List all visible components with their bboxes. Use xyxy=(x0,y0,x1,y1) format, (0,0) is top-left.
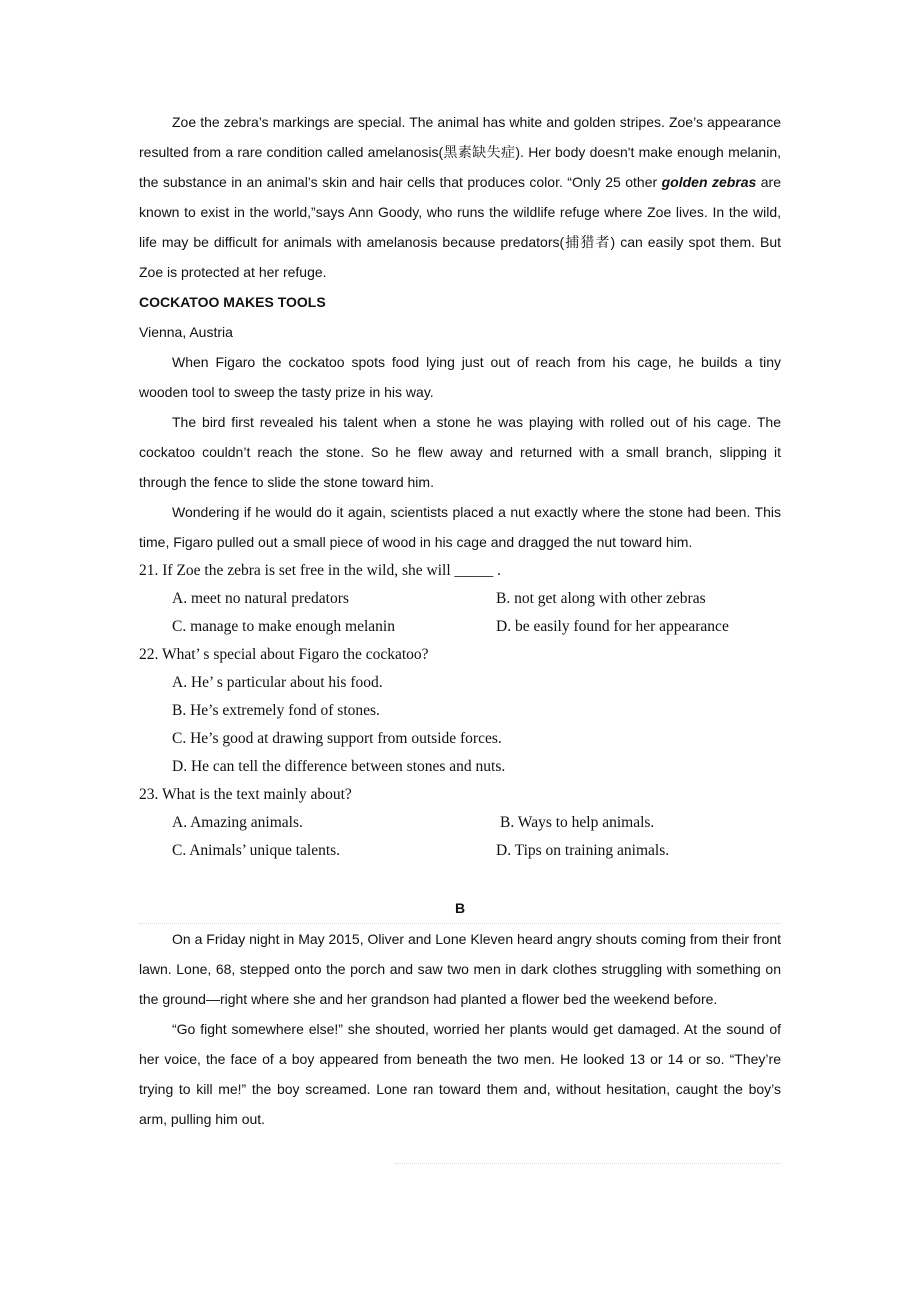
golden-zebras-emphasis: golden zebras xyxy=(661,174,757,190)
cockatoo-heading: COCKATOO MAKES TOOLS xyxy=(139,294,326,310)
question-22 xyxy=(139,641,781,781)
question-21 xyxy=(139,557,781,641)
section-b-heading: B xyxy=(454,900,466,916)
question-22-option-c: C. He’s good at drawing support from outside forces. xyxy=(172,730,502,747)
section-b-paragraph-2: “Go fight somewhere else!” she shouted, worried her plants would get damaged. At the sound of her voice, the face of a boy appeared from beneath the two men. He looked 13 or 14 or so. “They’re trying to kill me!” the boy screamed. Lone ran toward them and, without hesitation, caught the boy’s arm, pulling him out. xyxy=(139,1021,781,1127)
question-21-stem: 21. If Zoe the zebra is set free in the wild, she will _____ . xyxy=(139,562,501,579)
cockatoo-paragraph-3: Wondering if he would do it again, scientists placed a nut exactly where the stone had been. This time, Figaro pulled out a small piece of wood in his cage and dragged the nut toward him. xyxy=(139,504,781,550)
question-22-stem: 22. What’ s special about Figaro the cockatoo? xyxy=(139,646,429,663)
zebra-paragraph xyxy=(139,107,781,287)
question-23 xyxy=(139,781,781,865)
question-22-option-b: B. He’s extremely fond of stones. xyxy=(172,702,380,719)
question-23-option-c: C. Animals’ unique talents. xyxy=(172,842,341,859)
question-21-option-b: B. not get along with other zebras xyxy=(496,590,706,607)
bottom-divider xyxy=(395,1163,781,1164)
cockatoo-paragraph-2: The bird first revealed his talent when a stone he was playing with rolled out of his cage. The cockatoo couldn’t reach the stone. So he flew away and returned with a small branch, slipping it through the fence to slide the stone toward him. xyxy=(139,414,781,490)
zebra-paragraph-part2: are known to exist in the world,”says Ann Goody, who runs the wildlife refuge where Zoe lives. In the wild, life may be difficult for animals with amelanosis because predators(捕猎者) can easily spot them. But Zoe is protected at her refuge. xyxy=(139,174,782,280)
question-23-options xyxy=(139,809,781,865)
question-22-option-d: D. He can tell the difference between stones and nuts. xyxy=(172,758,506,775)
question-22-option-a: A. He’ s particular about his food. xyxy=(172,674,383,691)
document-page xyxy=(139,107,781,1134)
question-23-option-d: D. Tips on training animals. xyxy=(496,842,670,859)
zebra-paragraph-part1: Zoe the zebra’s markings are special. The animal has white and golden stripes. Zoe’s appearance resulted from a rare condition called amelanosis(黑素缺失症). Her body doesn't make enough melanin, the substance in an animal’s skin and hair cells that produces color. “Only 25 other xyxy=(139,114,781,190)
question-21-options xyxy=(139,585,781,641)
question-23-option-b: B. Ways to help animals. xyxy=(500,814,655,831)
question-21-option-d: D. be easily found for her appearance xyxy=(496,618,729,635)
question-22-options xyxy=(139,669,781,781)
question-23-stem: 23. What is the text mainly about? xyxy=(139,786,352,803)
question-21-option-c: C. manage to make enough melanin xyxy=(172,618,395,635)
question-21-option-a: A. meet no natural predators xyxy=(172,590,349,607)
section-b-paragraph-1: On a Friday night in May 2015, Oliver and Lone Kleven heard angry shouts coming from their front lawn. Lone, 68, stepped onto the porch and saw two men in dark clothes struggling with something on the ground—right where she and her grandson had planted a flower bed the weekend before. xyxy=(139,931,781,1007)
question-23-option-a: A. Amazing animals. xyxy=(172,814,303,831)
cockatoo-paragraph-1: When Figaro the cockatoo spots food lying just out of reach from his cage, he builds a tiny wooden tool to sweep the tasty prize in his way. xyxy=(139,354,781,400)
cockatoo-location: Vienna, Austria xyxy=(139,324,233,340)
